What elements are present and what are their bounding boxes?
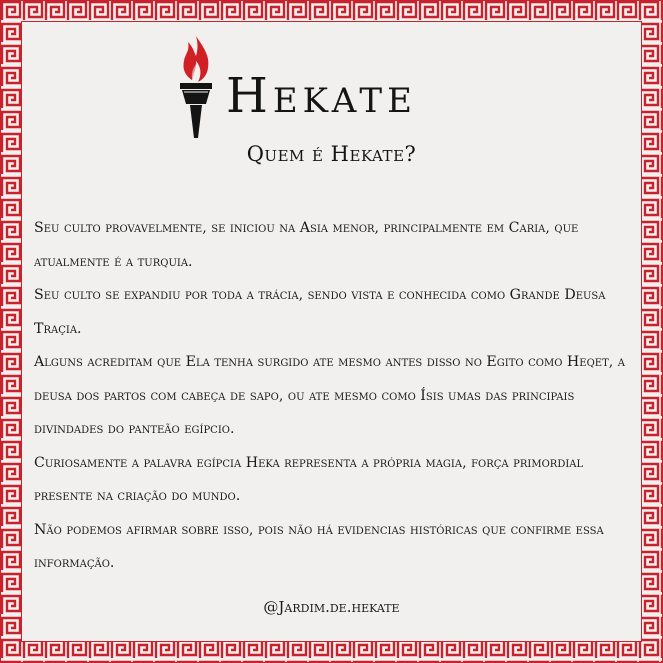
content-area [22, 22, 641, 641]
paragraph-5: Não podemos afirmar sobre isso, pois não há evidencias históricas que confirme essa informação. [34, 521, 604, 571]
instagram-handle[interactable]: @Jardim.de.hekate [263, 598, 400, 616]
torch-icon [174, 34, 218, 140]
header [22, 34, 641, 144]
subtitle: Quem é Hekate? [246, 142, 417, 166]
paragraph-3: Alguns acreditam que Ela tenha surgido ate mesmo antes disso no Egito como Heqet, a deusa dos partos com cabeça de sapo, ou ate mesmo como Ísis umas das principais divindades do panteão egípcio. [34, 354, 625, 437]
paragraph-4: Curiosamente a palavra egípcia Heka representa a própria magia, força primordial presente na criação do mundo. [34, 454, 584, 504]
page-title: Hekate [226, 68, 417, 124]
paragraph-1: Seu culto provavelmente, se iniciou na Asia menor, principalmente em Caria, que atualmente é a turquia. [34, 220, 579, 270]
body-text [34, 212, 634, 581]
paragraph-2: Seu culto se expandiu por toda a trácia, sendo vista e conhecida como Grande Deusa Traçia. [34, 287, 606, 337]
